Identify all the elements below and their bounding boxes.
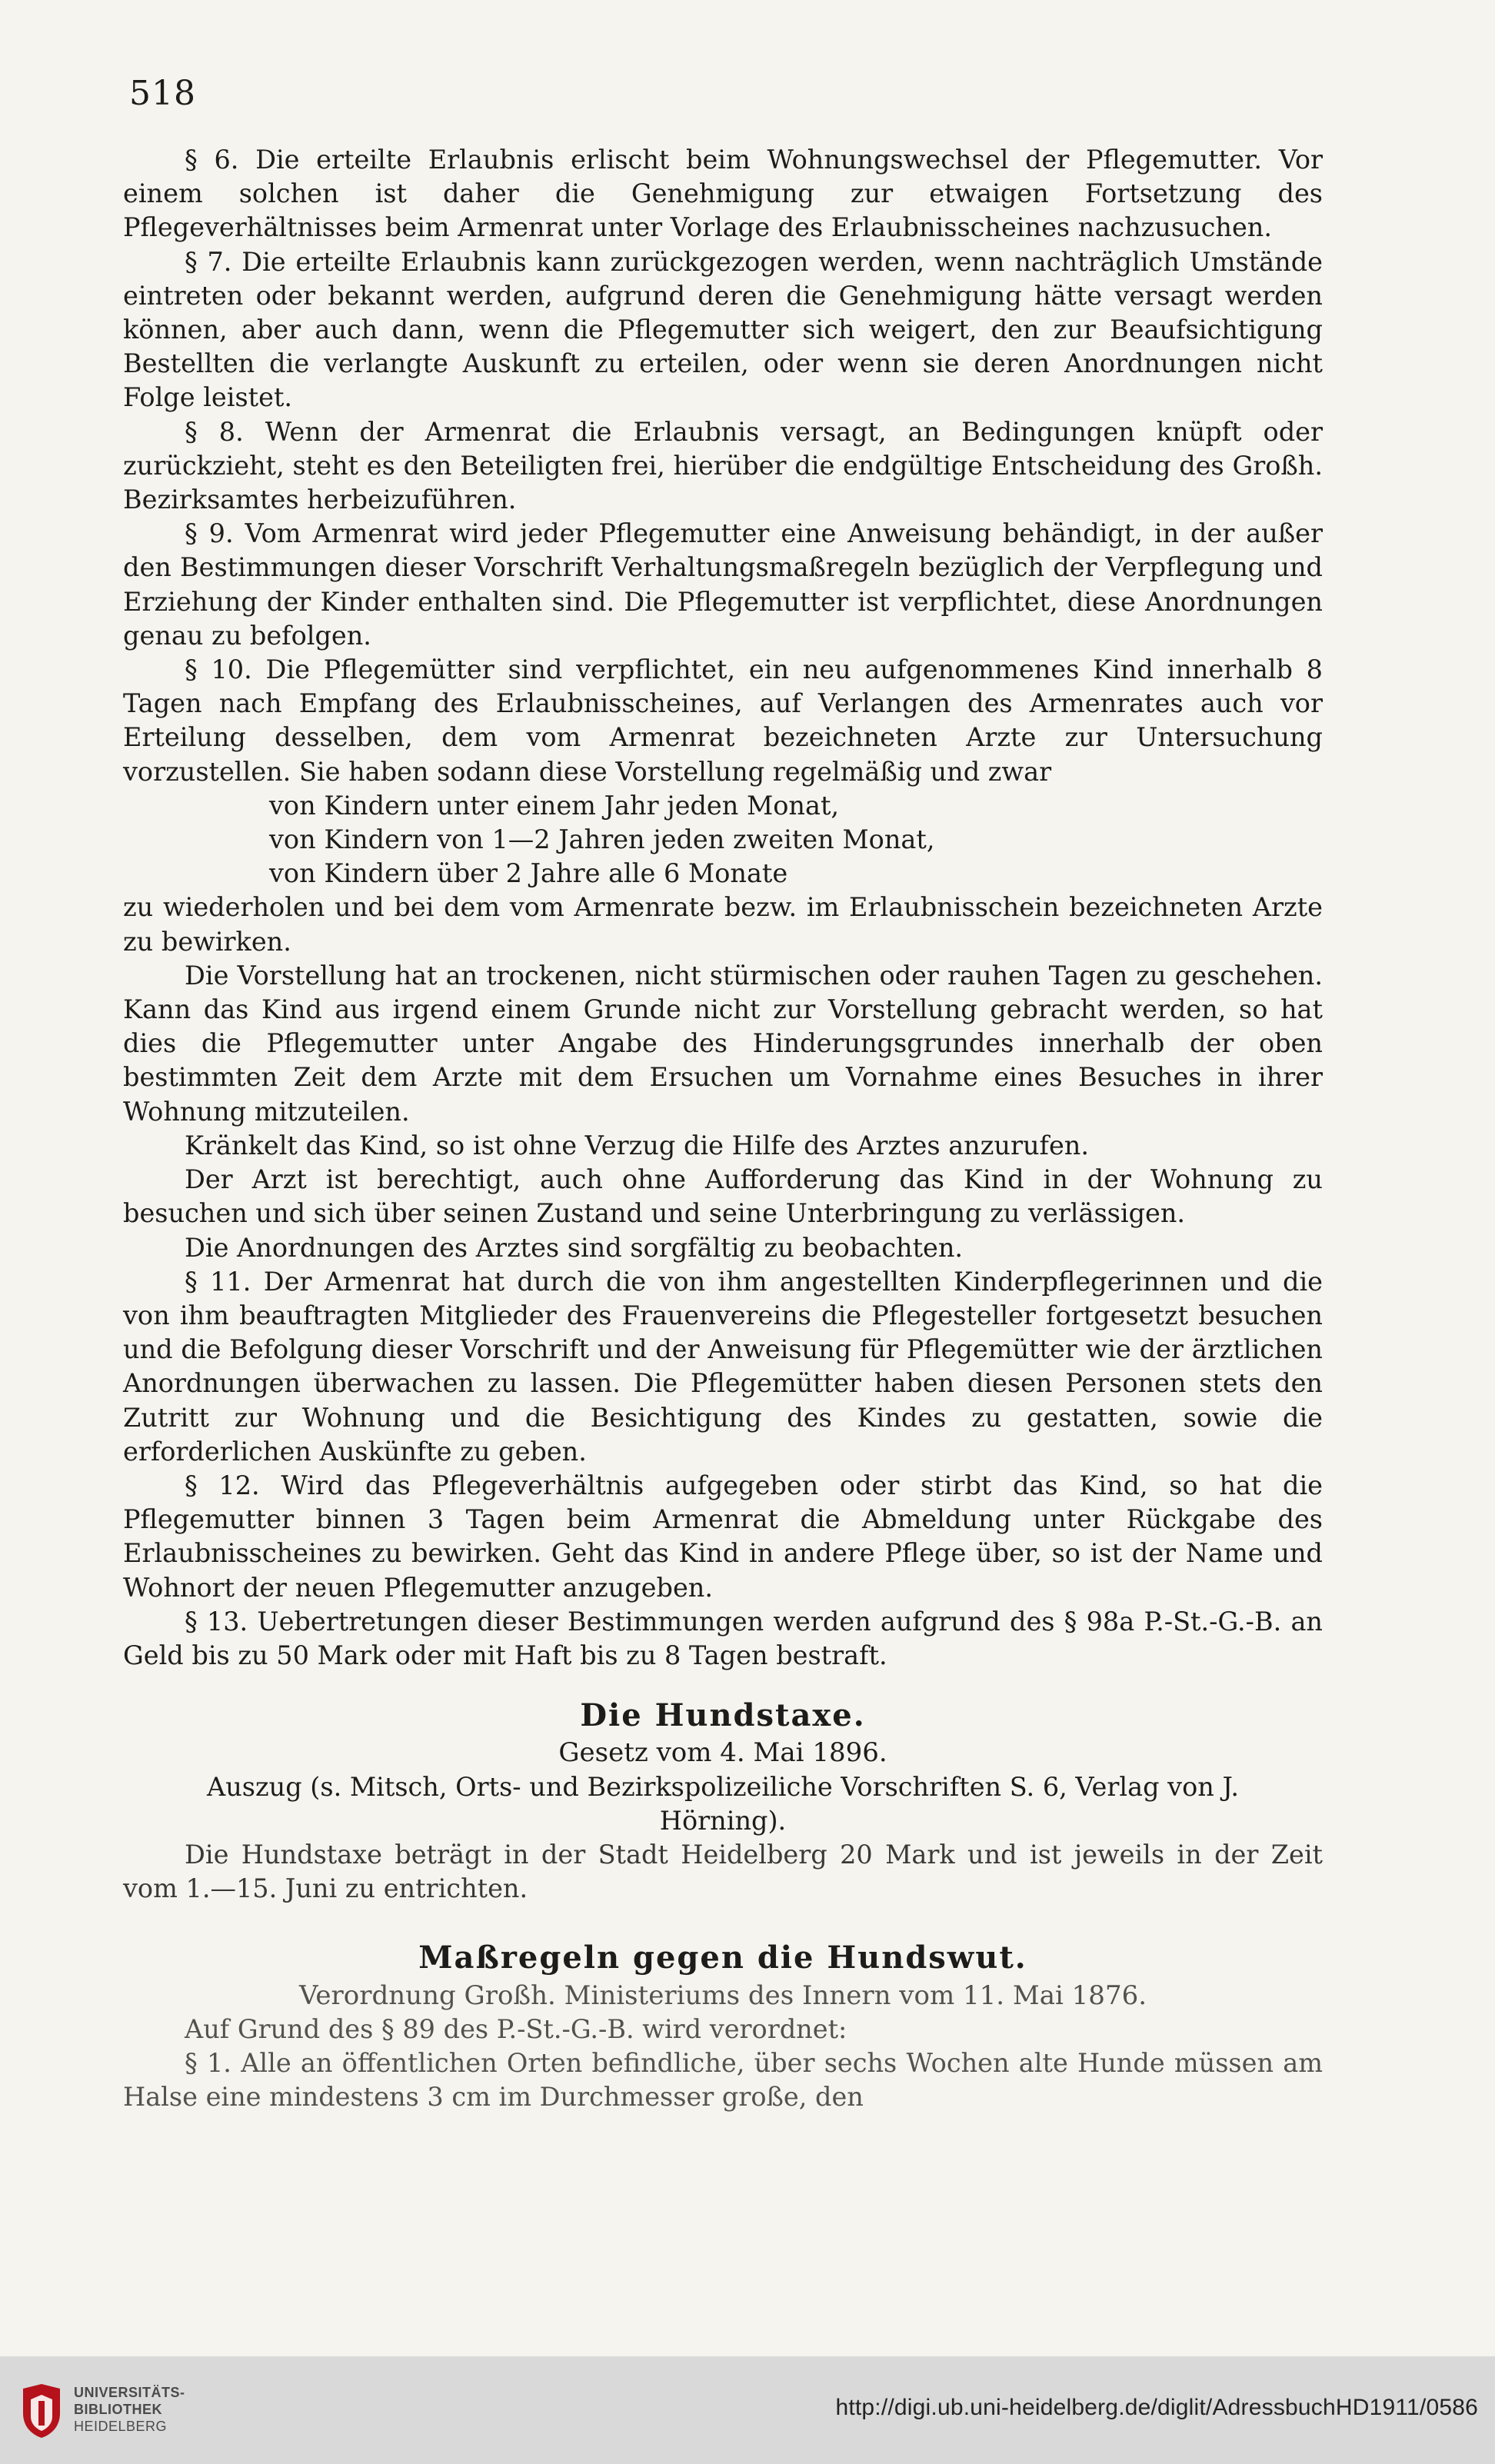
paragraph-illness: Kränkelt das Kind, so ist ohne Verzug die Hilfe des Arztes anzurufen. [185, 1130, 1090, 1160]
schedule-line: von Kindern von 1—2 Jahren jeden zweiten Monat, [269, 824, 935, 855]
library-logo[interactable] [18, 2379, 211, 2444]
library-name [74, 2384, 185, 2435]
logo-line-2: BIBLIOTHEK [74, 2402, 162, 2417]
source-url-link[interactable]: http://digi.ub.uni-heidelberg.de/diglit/AdressbuchHD1911/0586 [835, 2395, 1478, 2420]
rabies-section-1: § 1. Alle an öffentlichen Orten befindliche, über sechs Wochen alte Hunde müssen am Halse eine mindestens 3 cm im Durchmesser große, den [123, 2047, 1323, 2113]
paragraph-section-7: § 7. Die erteilte Erlaubnis kann zurückgezogen werden, wenn nachträglich Umstände eintreten oder bekannt werden, aufgrund deren die Genehmigung hätte versagt werden können, aber auch dann, wenn die Pflegemutter sich weigert, den zur Beaufsichtigung Bestellten die verlangte Auskunft zu erteilen, oder wenn sie deren Anordnungen nicht Folge leistet. [123, 246, 1323, 413]
paragraph-doctor-visit: Der Arzt ist berechtigt, auch ohne Aufforderung das Kind in der Wohnung zu besuchen und sich über seinen Zustand und seine Unterbringung zu verlässigen. [123, 1164, 1323, 1229]
dog-tax-text: Die Hundstaxe beträgt in der Stadt Heidelberg 20 Mark und ist jeweils in der Zeit vom 1.—15. Juni zu entrichten. [123, 1839, 1323, 1904]
page-number: 518 [129, 74, 196, 113]
dog-tax-law-date: Gesetz vom 4. Mai 1896. [558, 1737, 887, 1769]
page-body [123, 143, 1323, 2114]
paragraph-section-8: § 8. Wenn der Armenrat die Erlaubnis versagt, an Bedingungen knüpft oder zurückzieht, steht es den Beteiligten frei, hierüber die endgültige Entscheidung des Großh. Bezirksamtes herbeizuführen. [123, 416, 1323, 515]
rabies-heading: Maßregeln gegen die Hundswut. [418, 1940, 1027, 1976]
paragraph-continuation: zu wiederholen und bei dem vom Armenrate bezw. im Erlaubnisschein bezeichneten Arzte zu bewirken. [123, 892, 1323, 957]
rabies-ordinance: Verordnung Großh. Ministeriums des Innern vom 11. Mai 1876. [298, 1980, 1147, 2011]
paragraph-section-13: § 13. Uebertretungen dieser Bestimmungen werden aufgrund des § 98a P.-St.-G.-B. an Geld bis zu 50 Mark oder mit Haft bis zu 8 Tagen bestraft. [123, 1606, 1323, 1670]
paragraph-section-9: § 9. Vom Armenrat wird jeder Pflegemutter eine Anweisung behändigt, in der außer den Bestimmungen dieser Vorschrift Verhaltungsmaßregeln bezüglich der Verpflegung und Erziehung der Kinder enthalten sind. Die Pflegemutter ist verpflichtet, diese Anordnungen genau zu befolgen. [123, 518, 1323, 651]
dog-tax-source: Auszug (s. Mitsch, Orts- und Bezirkspolizeiliche Vorschriften S. 6, Verlag von J. Hörning). [207, 1771, 1239, 1836]
footer-bar [0, 2356, 1495, 2464]
paragraph-section-10: § 10. Die Pflegemütter sind verpflichtet, ein neu aufgenommenes Kind innerhalb 8 Tagen nach Empfang des Erlaubnisscheines, auf Verlangen des Armenrates auch vor Erteilung desselben, dem vom Armenrat bezeichneten Arzte zur Untersuchung vorzustellen. Sie haben sodann diese Vorstellung regelmäßig und zwar [123, 654, 1323, 787]
paragraph-presentation: Die Vorstellung hat an trockenen, nicht stürmischen oder rauhen Tagen zu geschehen. Kann das Kind aus irgend einem Grunde nicht zur Vorstellung gebracht werden, so hat dies die Pflegemutter unter Angabe des Hinderungsgrundes innerhalb der oben bestimmten Zeit dem Arzte mit dem Ersuchen um Vornahme eines Besuches in ihrer Wohnung mitzuteilen. [123, 960, 1323, 1127]
paragraph-section-12: § 12. Wird das Pflegeverhältnis aufgegeben oder stirbt das Kind, so hat die Pflegemutter binnen 3 Tagen beim Armenrat die Abmeldung unter Rückgabe des Erlaubnisscheines zu bewirken. Geht das Kind in andere Pflege über, so ist der Name und Wohnort der neuen Pflegemutter anzugeben. [123, 1470, 1323, 1603]
paragraph-section-11: § 11. Der Armenrat hat durch die von ihm angestellten Kinderpflegerinnen und die von ihm beauftragten Mitglieder des Frauenvereins die Pflegesteller fortgesetzt besuchen und die Befolgung dieser Vorschrift und der Anweisung für Pflegemütter wie der ärztlichen Anordnungen überwachen zu lassen. Die Pflegemütter haben diesen Personen stets den Zutritt zur Wohnung und die Besichtigung des Kindes zu gestatten, sowie die erforderlichen Auskünfte zu geben. [123, 1266, 1323, 1467]
logo-line-1: UNIVERSITÄTS- [74, 2385, 185, 2400]
paragraph-doctor-orders: Die Anordnungen des Arztes sind sorgfältig zu beobachten. [185, 1232, 964, 1263]
library-seal-icon [18, 2382, 65, 2439]
dog-tax-heading: Die Hundstaxe. [580, 1697, 866, 1734]
logo-line-3: HEIDELBERG [74, 2419, 168, 2434]
rabies-intro: Auf Grund des § 89 des P.-St.-G.-B. wird verordnet: [185, 2013, 847, 2044]
schedule-line: von Kindern unter einem Jahr jeden Monat, [269, 790, 840, 821]
schedule-line: von Kindern über 2 Jahre alle 6 Monate [269, 858, 788, 889]
paragraph-section-6: § 6. Die erteilte Erlaubnis erlischt beim Wohnungswechsel der Pflegemutter. Vor einem solchen ist daher die Genehmigung zur etwaigen Fortsetzung des Pflegeverhältnisses beim Armenrat unter Vorlage des Erlaubnisscheines nachzusuchen. [123, 145, 1323, 243]
